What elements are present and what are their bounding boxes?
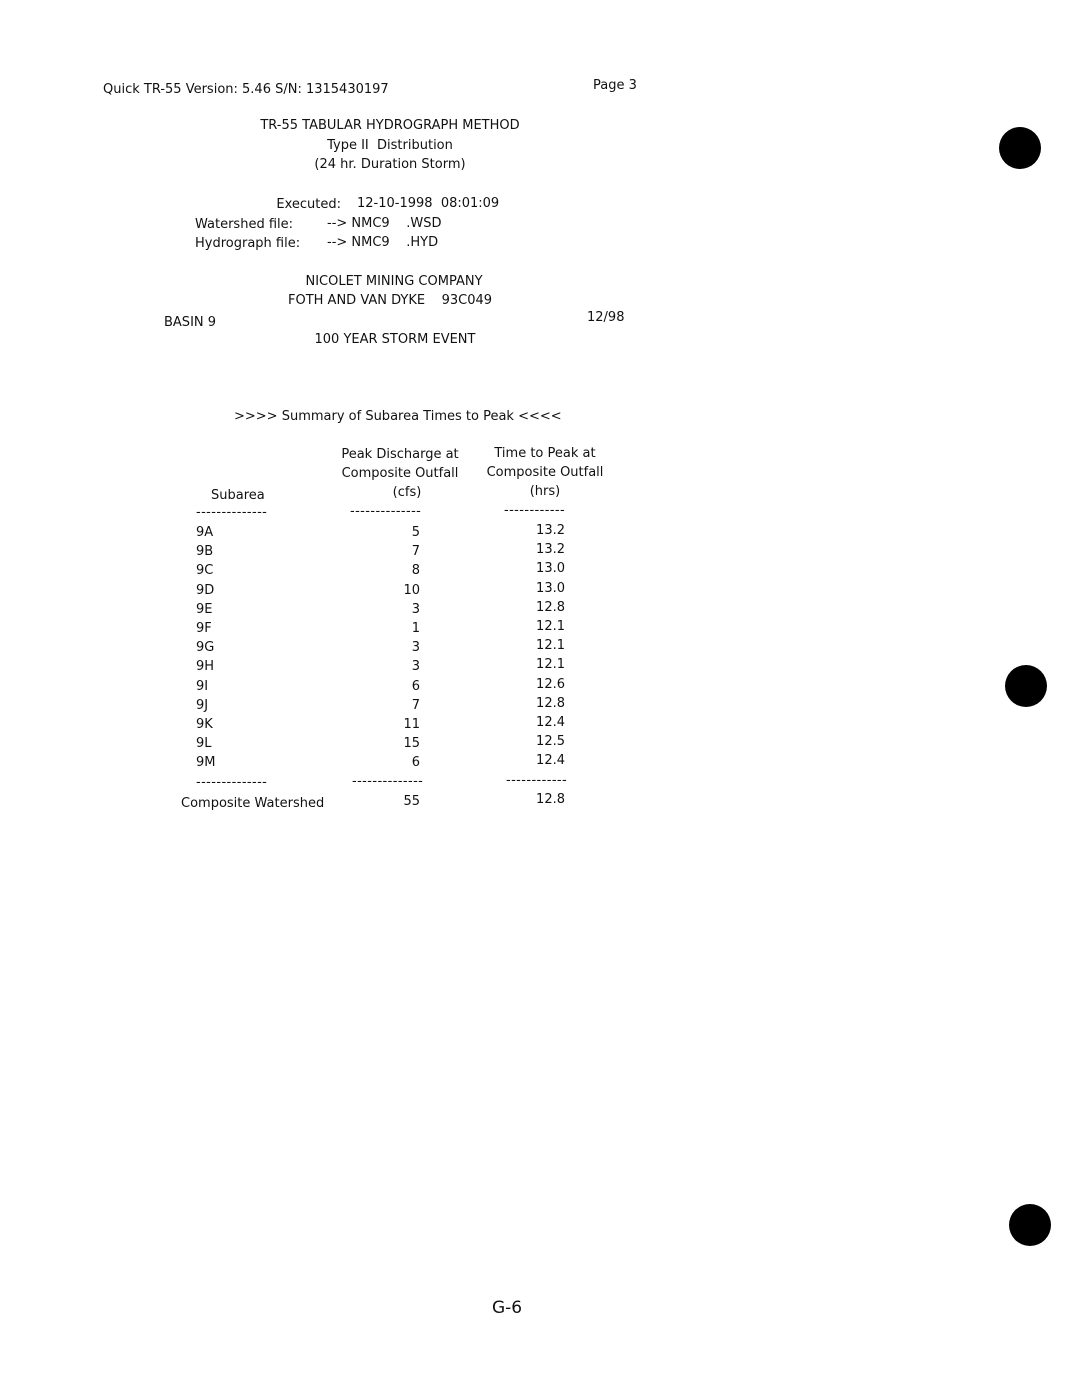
executed-value: 12-10-1998 08:01:09 <box>357 196 500 211</box>
row-peak-discharge: 3 <box>411 659 420 674</box>
watershed-file-value: --> NMC9 .WSD <box>327 216 442 231</box>
row-subarea: 9L <box>196 736 212 751</box>
row-time-to-peak: 12.5 <box>536 734 565 749</box>
row-time-to-peak: 13.0 <box>536 581 565 596</box>
bottom-divider-discharge: -------------- <box>352 774 424 789</box>
row-peak-discharge: 7 <box>411 698 420 713</box>
col-peak-discharge-line1: Peak Discharge at <box>341 447 459 462</box>
row-subarea: 9H <box>196 659 215 674</box>
program-version: Quick TR-55 Version: 5.46 S/N: 1315430197 <box>103 82 389 97</box>
bottom-divider-time: ------------ <box>506 773 568 788</box>
row-peak-discharge: 8 <box>411 563 420 578</box>
basin-label: BASIN 9 <box>164 315 217 330</box>
row-time-to-peak: 12.4 <box>536 753 565 768</box>
row-subarea: 9E <box>196 602 213 617</box>
row-time-to-peak: 12.4 <box>536 715 565 730</box>
row-time-to-peak: 12.8 <box>536 696 565 711</box>
hydrograph-file-label: Hydrograph file: <box>195 236 301 251</box>
col-time-to-peak-unit: (hrs) <box>529 484 561 499</box>
row-peak-discharge: 1 <box>411 621 420 636</box>
divider-subarea: -------------- <box>196 505 268 520</box>
divider-time: ------------ <box>504 503 566 518</box>
storm-duration: (24 hr. Duration Storm) <box>314 157 466 172</box>
engineer-job: FOTH AND VAN DYKE 93C049 <box>288 293 493 308</box>
composite-watershed-discharge: 55 <box>403 794 420 809</box>
report-title: TR-55 TABULAR HYDROGRAPH METHOD <box>260 118 520 133</box>
hydrograph-file-value: --> NMC9 .HYD <box>327 235 439 250</box>
row-peak-discharge: 6 <box>411 755 420 770</box>
row-subarea: 9K <box>196 717 213 732</box>
company-name: NICOLET MINING COMPANY <box>305 274 483 289</box>
col-subarea-header: Subarea <box>211 488 265 503</box>
page-id: G-6 <box>492 1298 523 1318</box>
row-peak-discharge: 11 <box>403 717 420 732</box>
col-time-to-peak-line2: Composite Outfall <box>486 465 604 480</box>
row-time-to-peak: 13.2 <box>536 542 565 557</box>
row-time-to-peak: 12.1 <box>536 657 565 672</box>
row-subarea: 9I <box>196 679 209 694</box>
row-peak-discharge: 10 <box>403 583 420 598</box>
bottom-divider-subarea: -------------- <box>196 775 268 790</box>
row-subarea: 9B <box>196 544 214 559</box>
row-time-to-peak: 12.1 <box>536 638 565 653</box>
row-time-to-peak: 13.0 <box>536 561 565 576</box>
row-subarea: 9C <box>196 563 214 578</box>
row-peak-discharge: 7 <box>411 544 420 559</box>
col-time-to-peak-line1: Time to Peak at <box>494 446 596 461</box>
composite-watershed-label: Composite Watershed <box>181 796 325 811</box>
row-time-to-peak: 12.6 <box>536 677 565 692</box>
project-date: 12/98 <box>587 310 625 325</box>
composite-watershed-time: 12.8 <box>536 792 565 807</box>
row-subarea: 9D <box>196 583 215 598</box>
summary-title: >>>> Summary of Subarea Times to Peak <<<< <box>234 409 562 424</box>
row-time-to-peak: 13.2 <box>536 523 565 538</box>
row-subarea: 9J <box>196 698 209 713</box>
storm-event: 100 YEAR STORM EVENT <box>314 332 476 347</box>
divider-discharge: -------------- <box>350 504 422 519</box>
executed-label: Executed: <box>276 197 341 212</box>
row-time-to-peak: 12.1 <box>536 619 565 634</box>
row-subarea: 9M <box>196 755 216 770</box>
row-peak-discharge: 5 <box>411 525 420 540</box>
watershed-file-label: Watershed file: <box>195 217 294 232</box>
row-subarea: 9F <box>196 621 212 636</box>
row-time-to-peak: 12.8 <box>536 600 565 615</box>
row-peak-discharge: 3 <box>411 640 420 655</box>
col-peak-discharge-unit: (cfs) <box>392 485 422 500</box>
page-number: Page 3 <box>593 78 637 93</box>
row-subarea: 9G <box>196 640 215 655</box>
row-subarea: 9A <box>196 525 214 540</box>
distribution-type: Type II Distribution <box>327 138 453 153</box>
col-peak-discharge-line2: Composite Outfall <box>341 466 459 481</box>
row-peak-discharge: 6 <box>411 679 420 694</box>
row-peak-discharge: 3 <box>411 602 420 617</box>
row-peak-discharge: 15 <box>403 736 420 751</box>
